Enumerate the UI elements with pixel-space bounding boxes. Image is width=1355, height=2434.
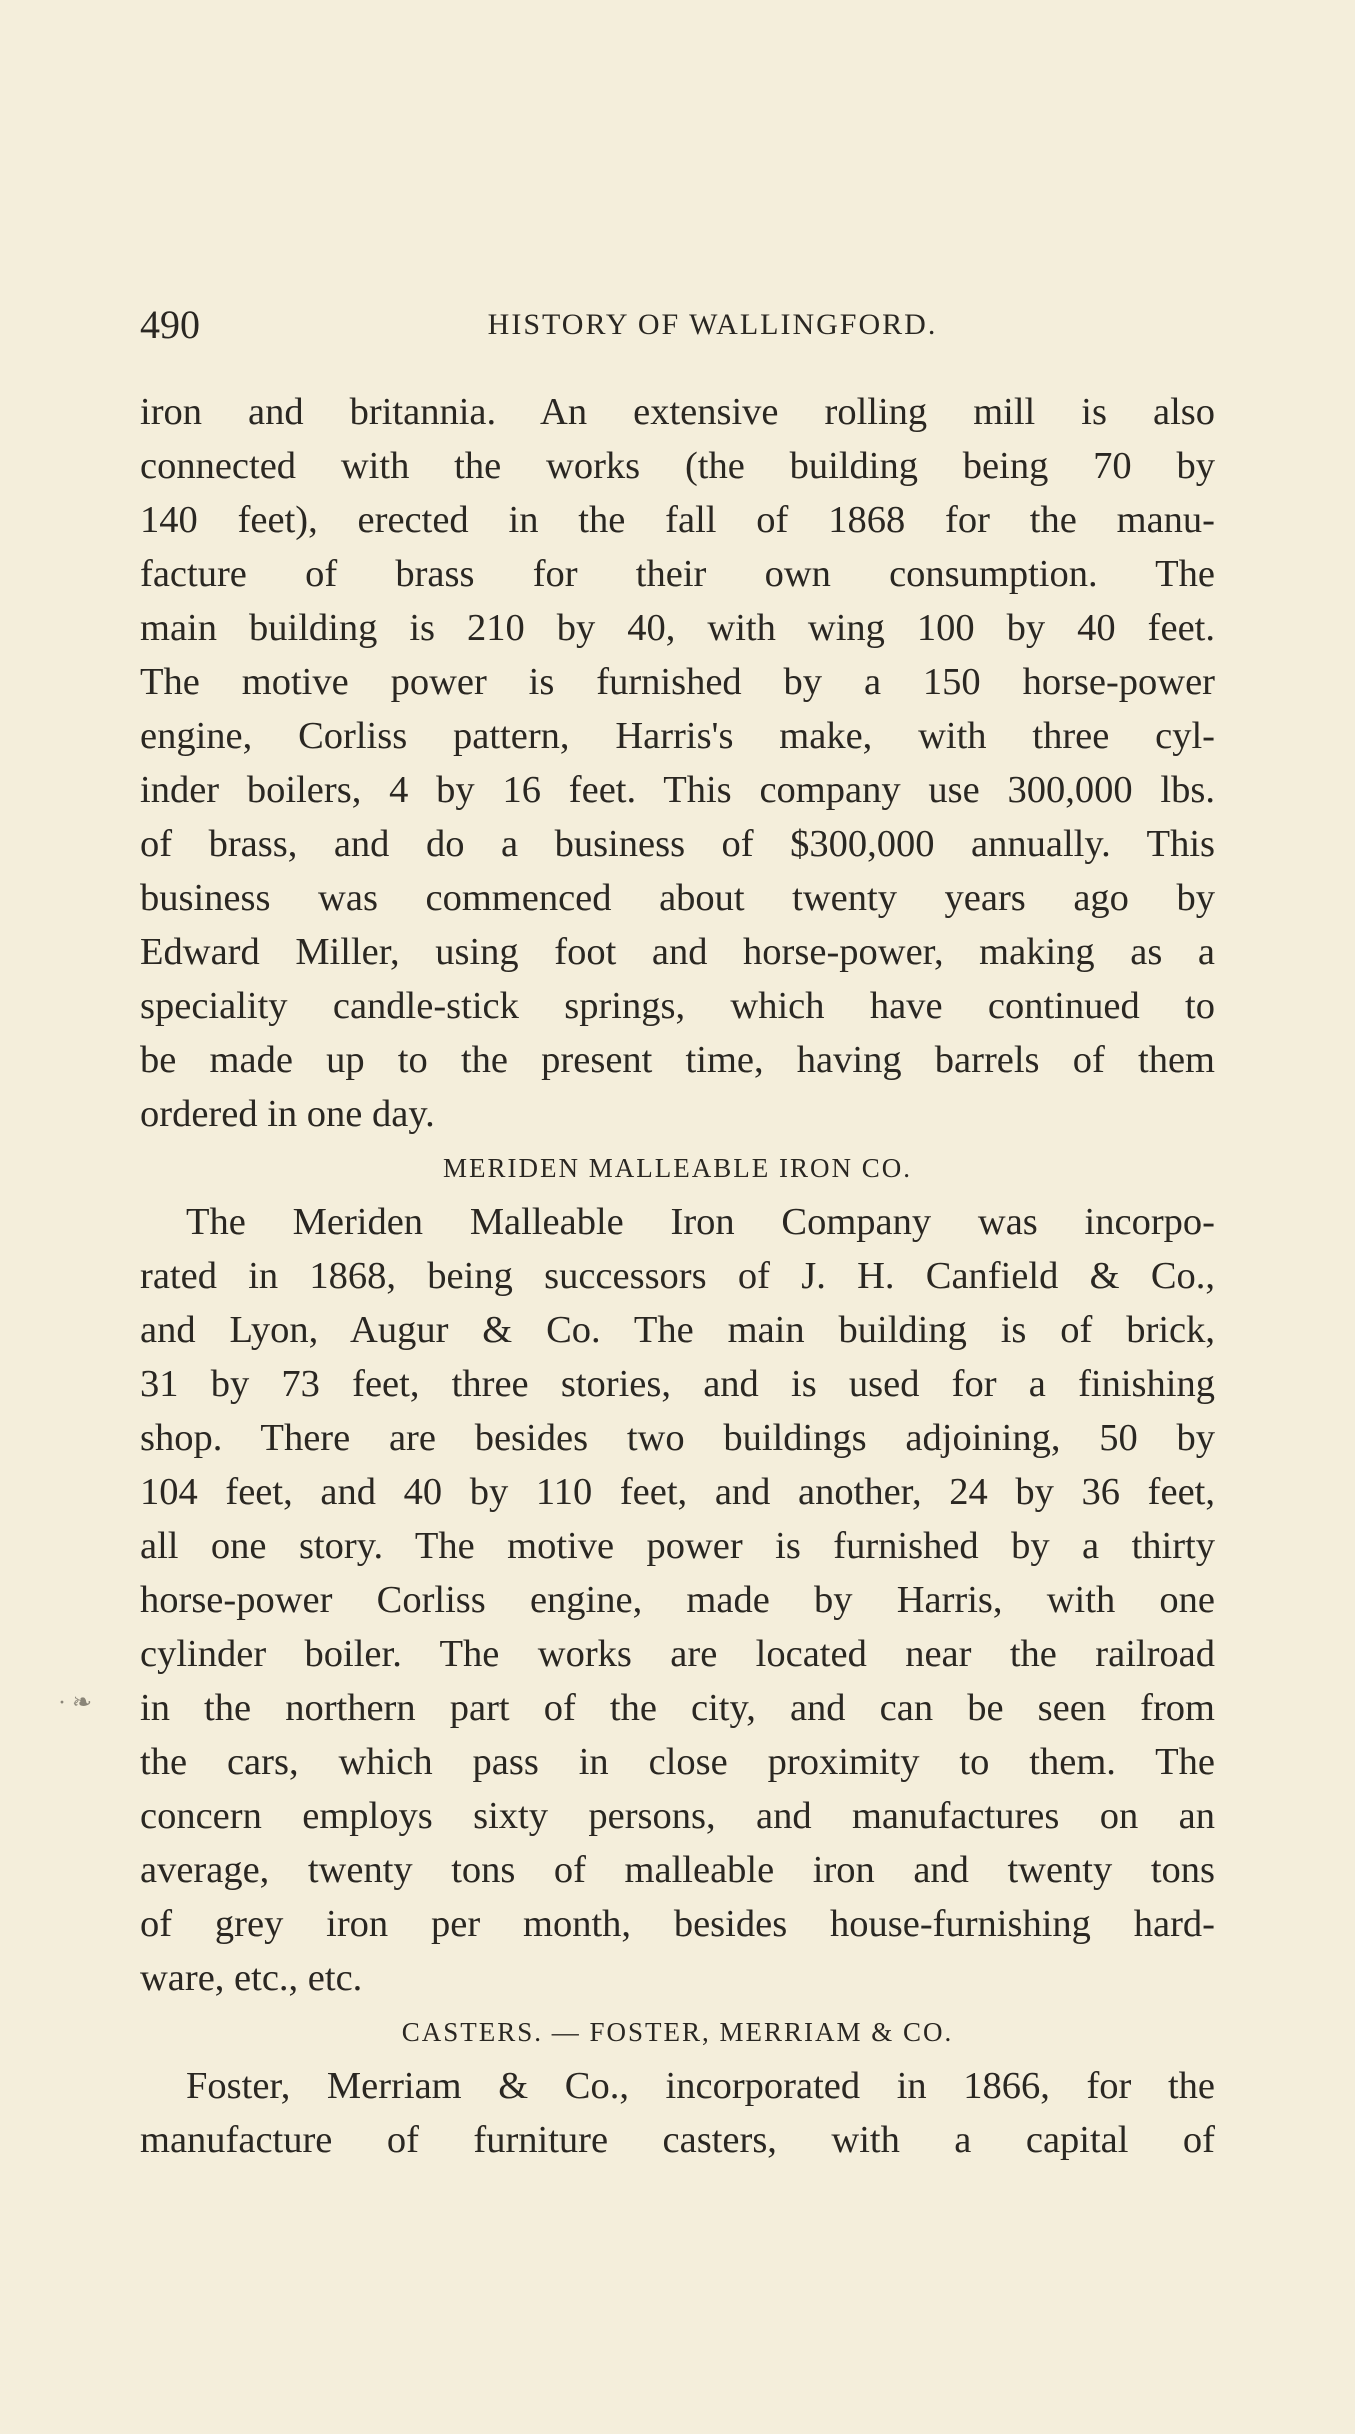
text-line: Edward Miller, using foot and horse-power, making as a <box>140 931 1215 973</box>
section-heading-casters: CASTERS. — FOSTER, MERRIAM & CO. <box>401 2017 954 2047</box>
running-title: HISTORY OF WALLINGFORD. <box>487 308 938 341</box>
text-line: facture of brass for their own consumption. The <box>140 553 1215 595</box>
text-line: speciality candle-stick springs, which have continued to <box>140 985 1215 1027</box>
body-text <box>140 385 1215 2167</box>
text-line: Foster, Merriam & Co., incorporated in 1866, for the <box>186 2065 1215 2107</box>
text-line: manufacture of furniture casters, with a capital of <box>140 2119 1215 2161</box>
margin-mark-icon: · ❧ <box>58 1690 93 1716</box>
text-line: horse-power Corliss engine, made by Harris, with one <box>140 1579 1215 1621</box>
text-line: ware, etc., etc. <box>140 1957 363 1999</box>
text-line: connected with the works (the building being 70 by <box>140 445 1215 487</box>
paragraph-foster-merriam <box>140 2059 1215 2167</box>
text-line: average, twenty tons of malleable iron and twenty tons <box>140 1849 1215 1891</box>
text-line: rated in 1868, being successors of J. H. Canfield & Co., <box>140 1255 1215 1297</box>
section-heading-meriden-malleable: MERIDEN MALLEABLE IRON CO. <box>443 1153 912 1183</box>
text-line: the cars, which pass in close proximity to them. The <box>140 1741 1215 1783</box>
text-line: iron and britannia. An extensive rolling mill is also <box>140 391 1215 433</box>
text-line: shop. There are besides two buildings adjoining, 50 by <box>140 1417 1215 1459</box>
text-line: engine, Corliss pattern, Harris's make, with three cyl- <box>140 715 1215 757</box>
text-line: concern employs sixty persons, and manufactures on an <box>140 1795 1215 1837</box>
text-line: cylinder boiler. The works are located near the railroad <box>140 1633 1215 1675</box>
text-line: The Meriden Malleable Iron Company was incorpo- <box>186 1201 1215 1243</box>
text-line: business was commenced about twenty years ago by <box>140 877 1215 919</box>
text-line: inder boilers, 4 by 16 feet. This company use 300,000 lbs. <box>140 769 1215 811</box>
text-line: all one story. The motive power is furnished by a thirty <box>140 1525 1215 1567</box>
text-line: ordered in one day. <box>140 1093 435 1135</box>
paragraph-meriden-malleable <box>140 1195 1215 2005</box>
text-line: and Lyon, Augur & Co. The main building is of brick, <box>140 1309 1215 1351</box>
text-line: The motive power is furnished by a 150 horse-power <box>140 661 1215 703</box>
text-line: of grey iron per month, besides house-furnishing hard- <box>140 1903 1215 1945</box>
text-line: 104 feet, and 40 by 110 feet, and another, 24 by 36 feet, <box>140 1471 1215 1513</box>
paragraph-rolling-mill <box>140 385 1215 1141</box>
text-line: 140 feet), erected in the fall of 1868 for the manu- <box>140 499 1215 541</box>
text-line: in the northern part of the city, and can be seen from <box>140 1687 1215 1729</box>
page-number: 490 <box>140 302 200 347</box>
text-line: main building is 210 by 40, with wing 100 by 40 feet. <box>140 607 1215 649</box>
running-head <box>140 300 1215 350</box>
text-line: of brass, and do a business of $300,000 annually. This <box>140 823 1215 865</box>
text-line: 31 by 73 feet, three stories, and is used for a finishing <box>140 1363 1215 1405</box>
text-line: be made up to the present time, having barrels of them <box>140 1039 1215 1081</box>
